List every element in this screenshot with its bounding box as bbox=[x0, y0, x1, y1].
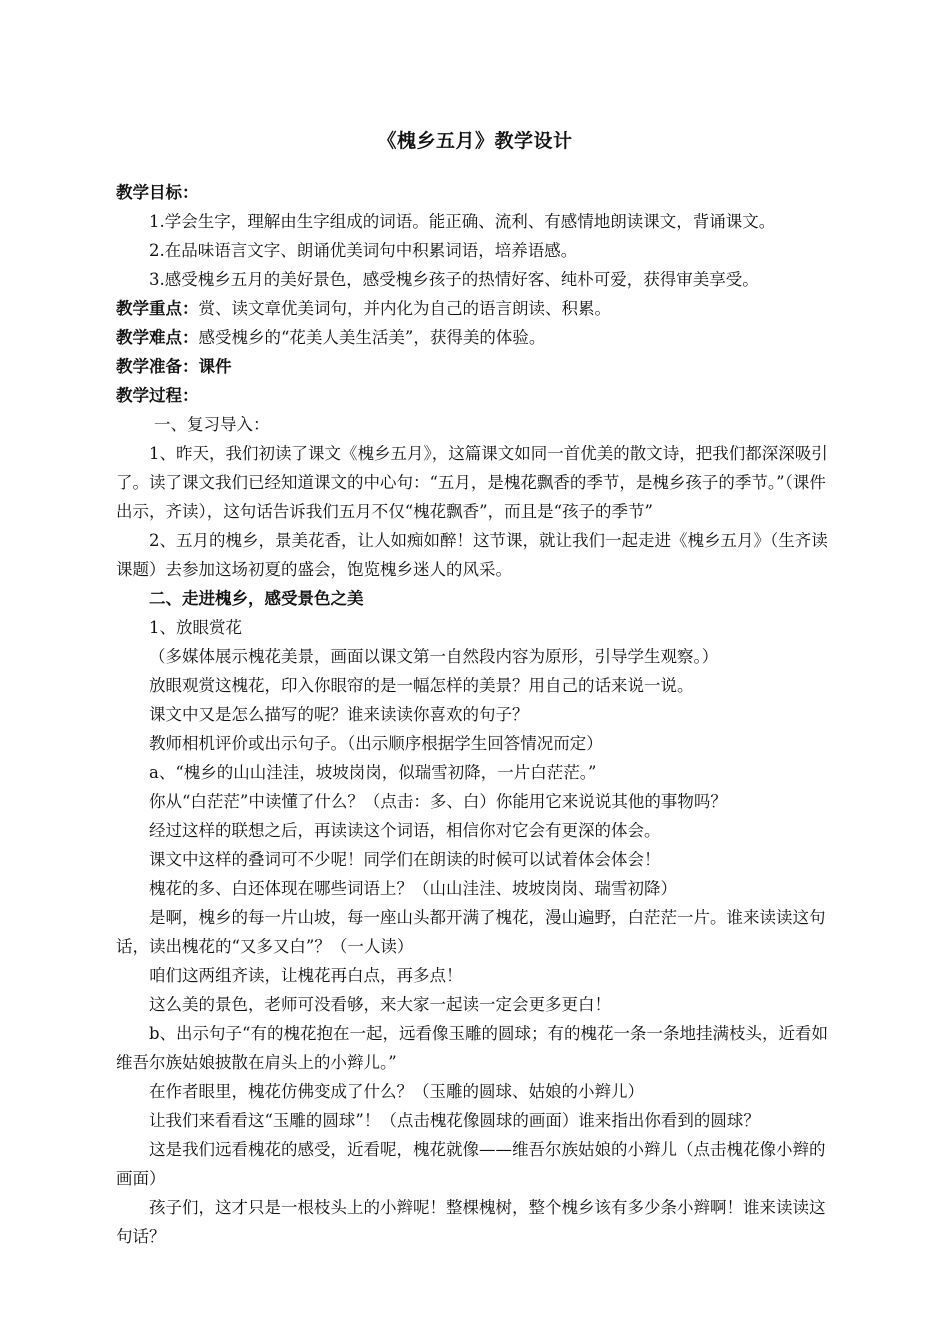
difficulty bbox=[116, 323, 840, 352]
section2-line: 咱们这两组齐读，让槐花再白点，再多点！ bbox=[149, 966, 463, 985]
objectives-heading: 教学目标： bbox=[116, 183, 199, 202]
section2-line: b、出示句子“有的槐花抱在一起，远看像玉雕的圆球；有的槐花一条一条地挂满枝头，近看如维吾尔族姑娘披散在肩头上的小辫儿。” bbox=[116, 1024, 828, 1072]
section2-line: 你从“白茫茫”中读懂了什么？（点击：多、白）你能用它来说说其他的事物吗？ bbox=[149, 792, 727, 811]
section2-note: （多媒体展示槐花美景，画面以课文第一自然段内容为原形，引导学生观察。） bbox=[149, 647, 719, 666]
process-heading: 教学过程： bbox=[116, 386, 199, 405]
difficulty-text: 感受槐乡的“花美人美生活美”，获得美的体验。 bbox=[198, 328, 546, 347]
preparation: 教学准备：课件 bbox=[116, 357, 232, 376]
section1-paragraph: 2、五月的槐乡，景美花香，让人如痴如醉！这节课，就让我们一起走进《槐乡五月》（生齐读课题）去参加这场初夏的盛会，饱览槐乡迷人的风采。 bbox=[116, 531, 828, 579]
section2-line: 槐花的多、白还体现在哪些词语上？（山山洼洼、坡坡岗岗、瑞雪初降） bbox=[149, 879, 677, 898]
difficulty-label: 教学难点： bbox=[116, 328, 199, 347]
section2-line: 放眼观赏这槐花，印入你眼帘的是一幅怎样的美景？用自己的话来说一说。 bbox=[149, 676, 694, 695]
section2-line: 这么美的景色，老师可没看够，来大家一起读一定会更多更白！ bbox=[149, 995, 611, 1014]
document-body bbox=[116, 178, 840, 1251]
section1-heading: 一、复习导入： bbox=[154, 415, 270, 434]
key-points bbox=[116, 294, 840, 323]
objective-item: 1.学会生字，理解由生字组成的词语。能正确、流利、有感情地朗读课文，背诵课文。 bbox=[149, 212, 776, 231]
document-title: 《槐乡五月》教学设计 bbox=[377, 130, 573, 152]
section2-line: 在作者眼里，槐花仿佛变成了什么？（玉雕的圆球、姑娘的小辫儿） bbox=[149, 1082, 644, 1101]
section2-subheading: 1、放眼赏花 bbox=[149, 618, 242, 637]
section2-heading: 二、走进槐乡，感受景色之美 bbox=[149, 589, 364, 608]
section2-line: 让我们来看看这“玉雕的圆球”！（点击槐花像圆球的画面）谁来指出你看到的圆球？ bbox=[149, 1111, 760, 1130]
section2-line: 经过这样的联想之后，再读读这个词语，相信你对它会有更深的体会。 bbox=[149, 821, 661, 840]
section2-line: 孩子们，这才只是一根枝头上的小辫呢！整棵槐树，整个槐乡该有多少条小辫啊！谁来读读这句话？ bbox=[116, 1198, 826, 1246]
key-points-label: 教学重点： bbox=[116, 299, 199, 318]
key-points-text: 赏、读文章优美词句，并内化为自己的语言朗读、积累。 bbox=[198, 299, 611, 318]
section2-line: 课文中又是怎么描写的呢？谁来读读你喜欢的句子？ bbox=[149, 705, 529, 724]
section2-line: 教师相机评价或出示句子。（出示顺序根据学生回答情况而定） bbox=[149, 734, 603, 753]
objective-item: 2.在品味语言文字、朗诵优美词句中积累词语，培养语感。 bbox=[149, 241, 578, 260]
section2-line: 这是我们远看槐花的感受，近看呢，槐花就像——维吾尔族姑娘的小辫儿（点击槐花像小辫的画面） bbox=[116, 1140, 826, 1188]
objective-item: 3.感受槐乡五月的美好景色，感受槐乡孩子的热情好客、纯朴可爱，获得审美享受。 bbox=[149, 270, 759, 289]
section2-line: 课文中这样的叠词可不少呢！同学们在朗读的时候可以试着体会体会！ bbox=[149, 850, 661, 869]
section2-line: a、“槐乡的山山洼洼，坡坡岗岗，似瑞雪初降，一片白茫茫。” bbox=[149, 763, 597, 782]
section2-line: 是啊，槐乡的每一片山坡，每一座山头都开满了槐花，漫山遍野，白茫茫一片。谁来读读这句话，读出槐花的“又多又白”？（一人读） bbox=[116, 908, 826, 956]
section1-paragraph: 1、昨天，我们初读了课文《槐乡五月》，这篇课文如同一首优美的散文诗，把我们都深深吸引了。读了课文我们已经知道课文的中心句：“五月，是槐花飘香的季节，是槐乡孩子的季节。”（课件出示，齐读），这句话告诉我们五月不仅“槐花飘香”，而且是“孩子的季节” bbox=[116, 444, 828, 521]
